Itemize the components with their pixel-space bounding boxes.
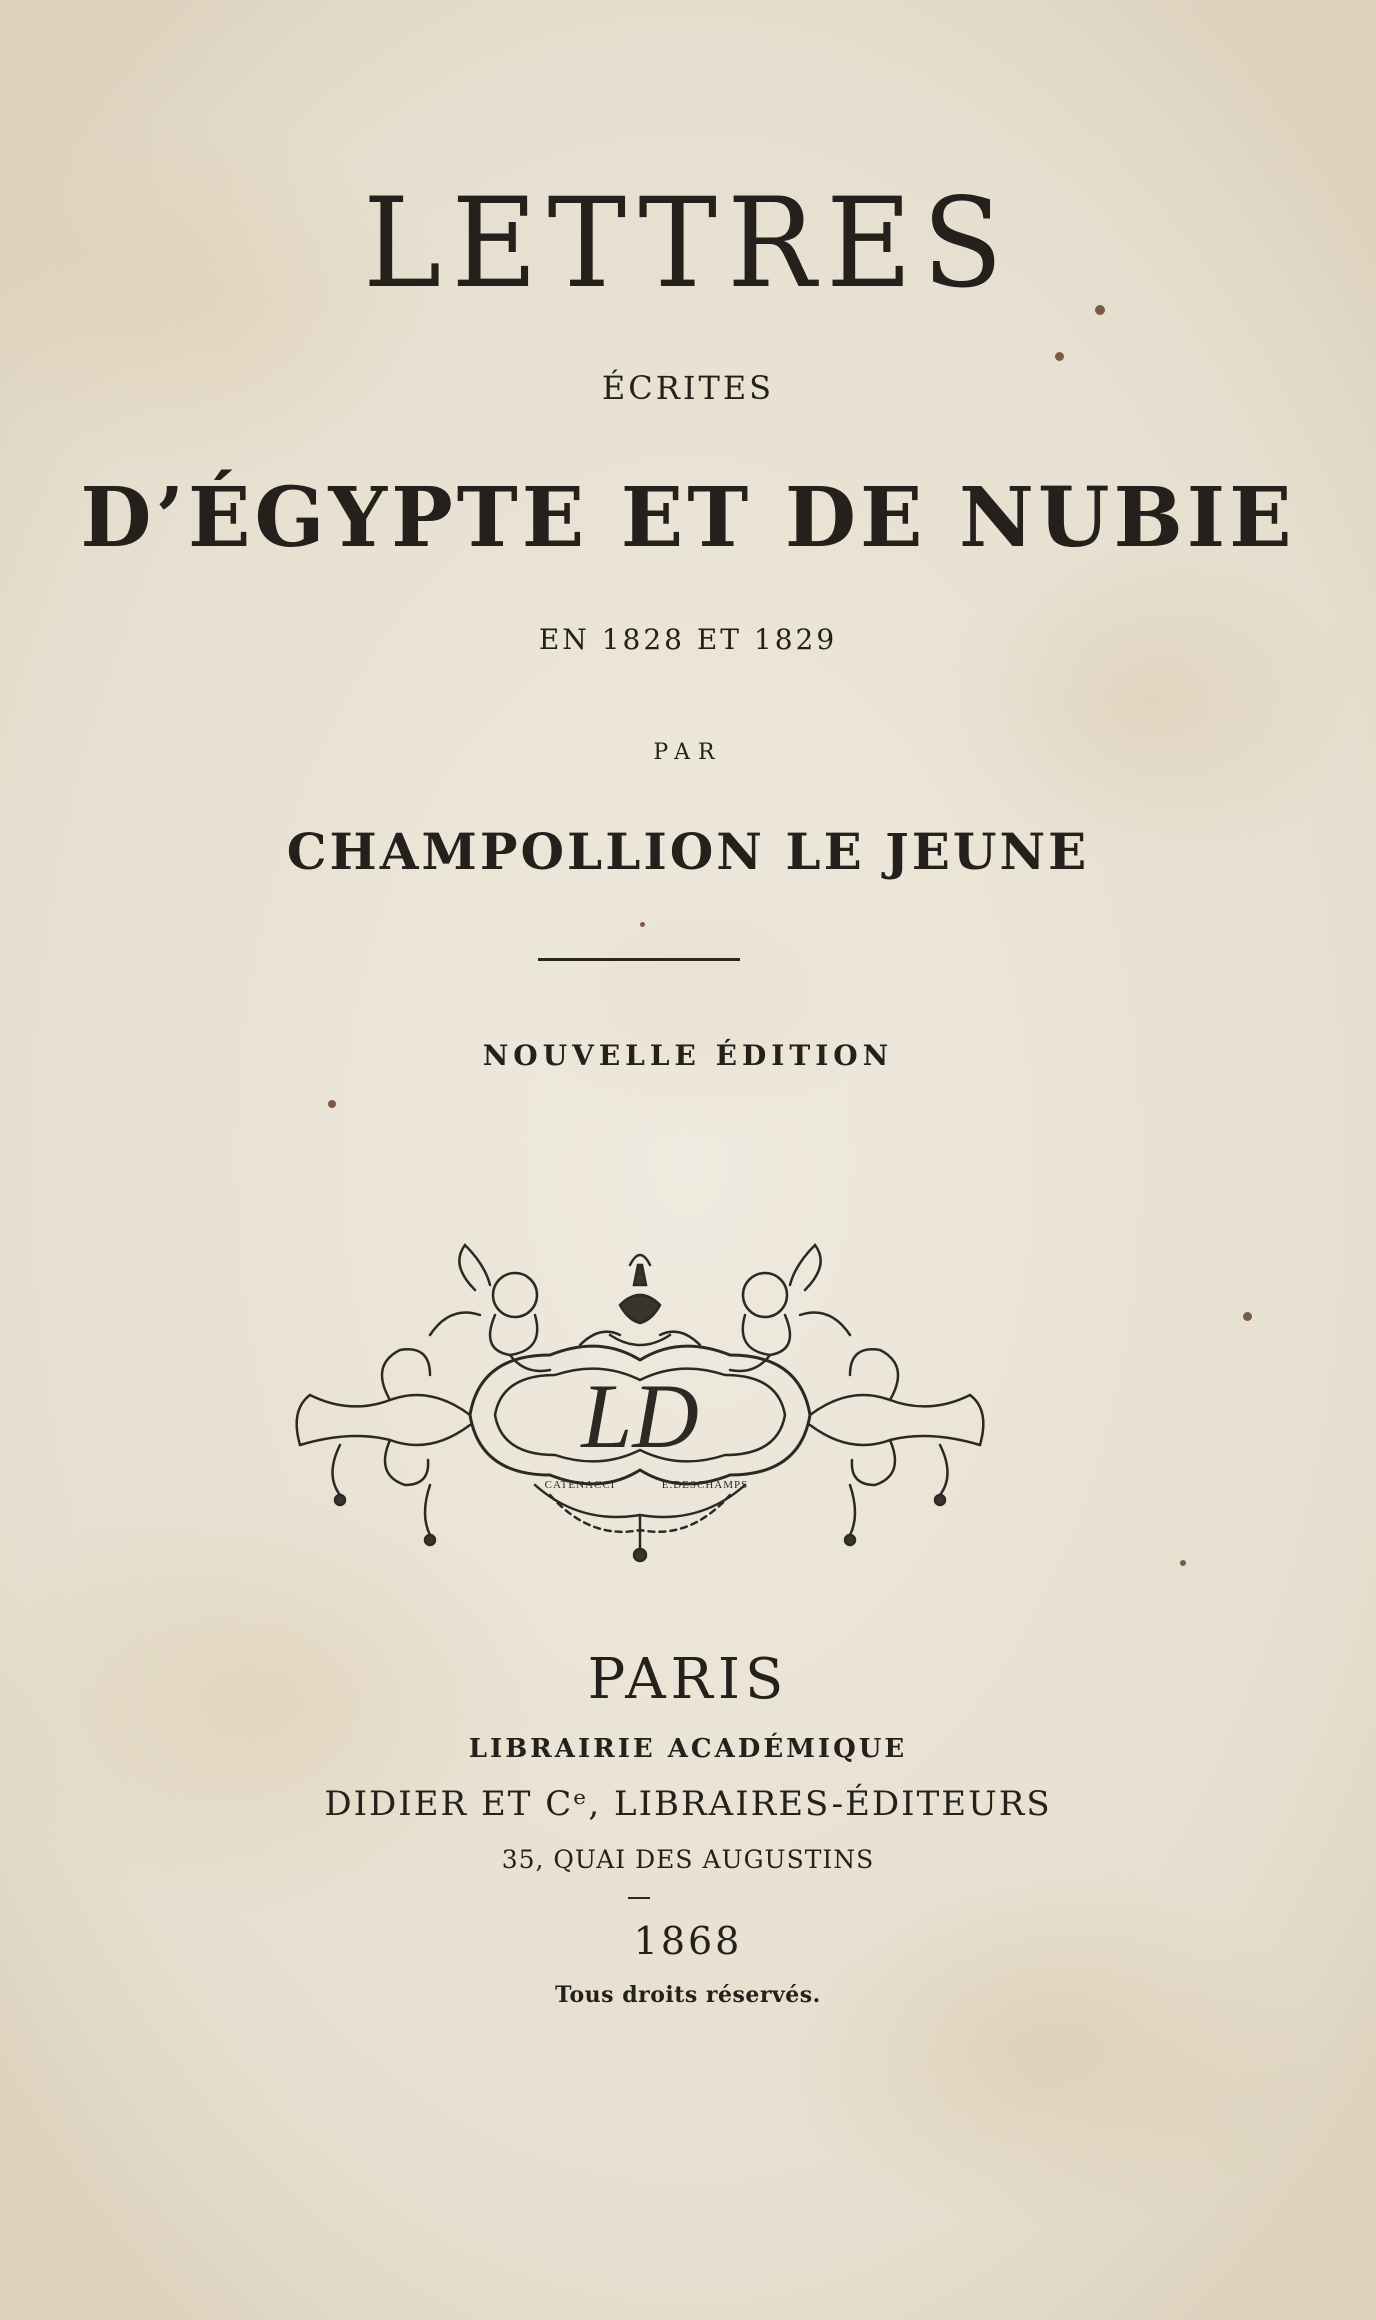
foxing-spot <box>640 922 645 927</box>
edition-label: NOUVELLE ÉDITION <box>482 1039 894 1072</box>
publication-year: 1868 <box>633 1919 743 1963</box>
imprint-address: 35, QUAI DES AUGUSTINS <box>501 1845 875 1874</box>
subtitle-small: ÉCRITES <box>601 369 775 407</box>
divider-rule <box>538 958 740 961</box>
foxing-spot <box>1243 1312 1252 1321</box>
vignette-monogram: LD <box>581 1365 699 1467</box>
engraver-credit-left: CATENACCI <box>544 1479 616 1491</box>
dates-line: EN 1828 ET 1829 <box>538 623 838 656</box>
foxing-spot <box>1180 1560 1186 1566</box>
foxing-spot <box>1055 352 1064 361</box>
rights-notice: Tous droits réservés. <box>555 1982 821 2008</box>
short-divider-rule <box>628 1897 650 1899</box>
engraver-credit-right: E.DESCHAMPS <box>661 1479 749 1491</box>
imprint-publisher: DIDIER ET Cᵉ, LIBRAIRES-ÉDITEURS <box>324 1784 1052 1824</box>
publisher-vignette <box>280 1185 1000 1565</box>
imprint-library: LIBRAIRIE ACADÉMIQUE <box>468 1734 908 1764</box>
by-line: PAR <box>653 740 723 765</box>
foxing-spot <box>328 1100 336 1108</box>
book-title: LETTRES <box>363 170 1013 316</box>
imprint-city: PARIS <box>587 1647 789 1712</box>
author-name: CHAMPOLLION LE JEUNE <box>286 822 1090 881</box>
subtitle-main: D’ÉGYPTE ET DE NUBIE <box>80 470 1296 566</box>
